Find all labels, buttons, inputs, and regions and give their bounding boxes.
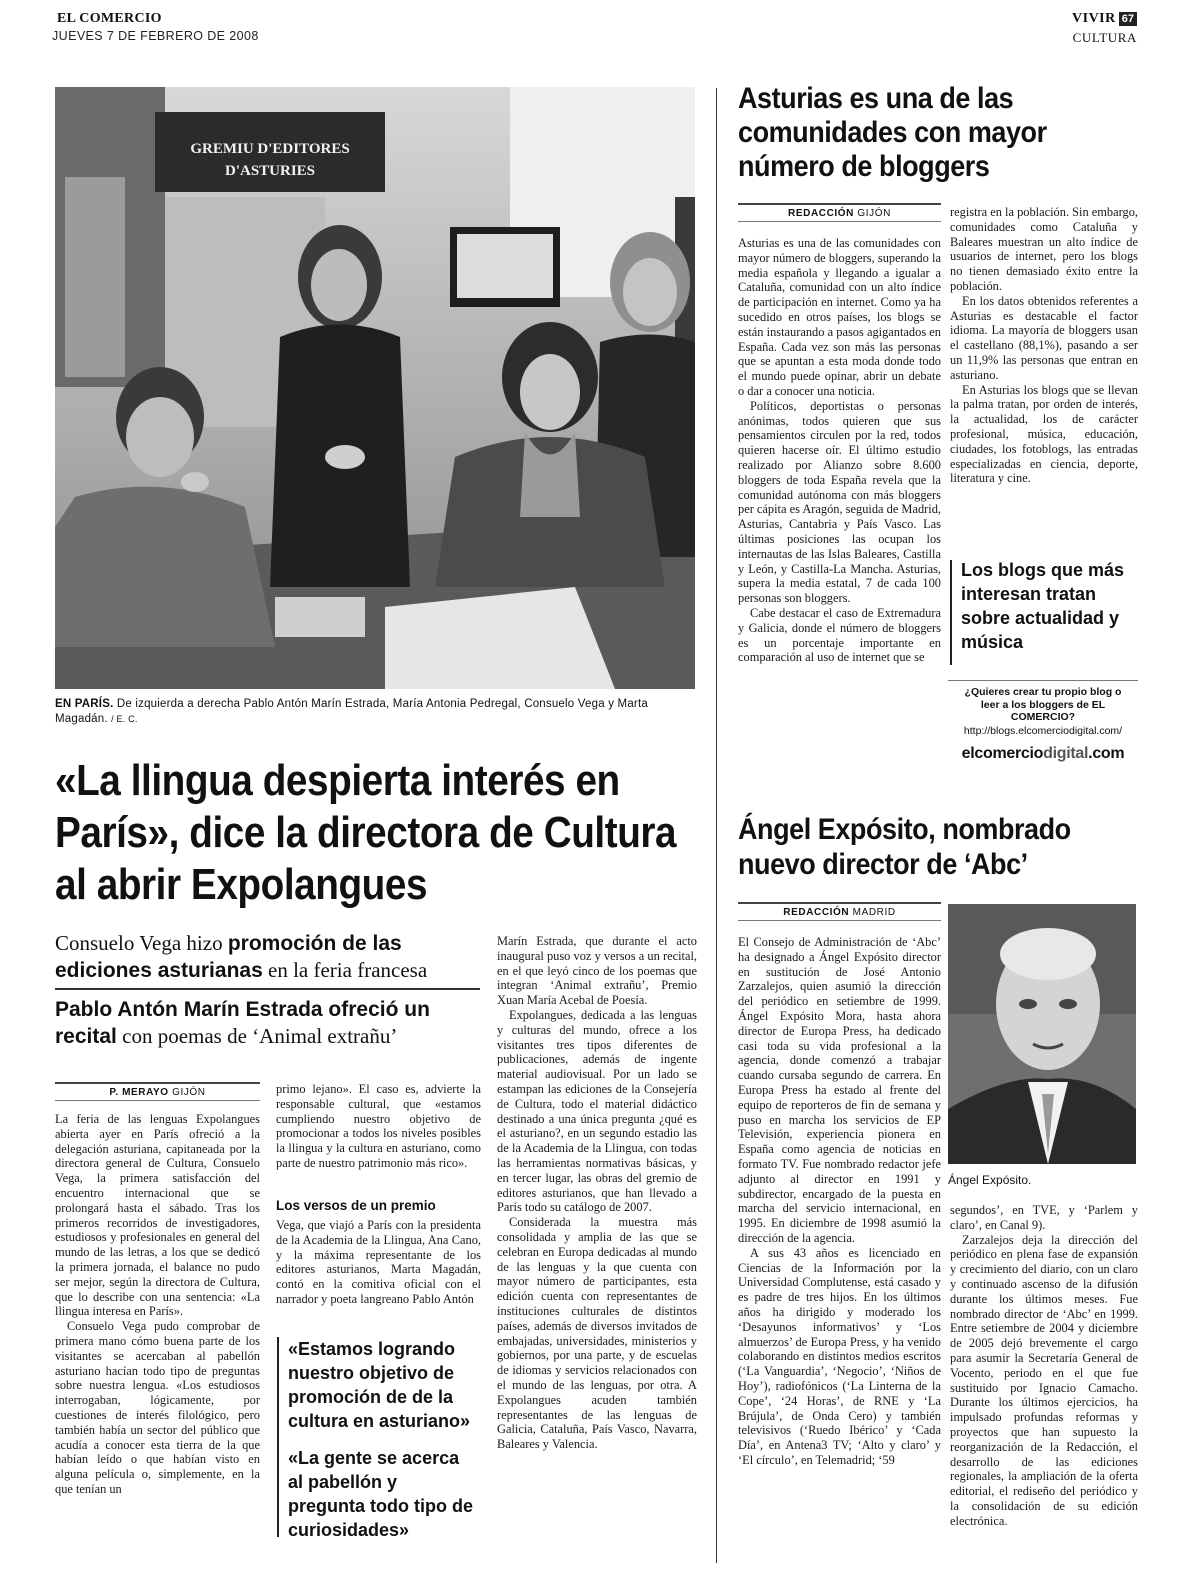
promo-question: ¿Quieres crear tu propio blog o leer a los bloggers de EL COMERCIO? bbox=[964, 686, 1122, 723]
issue-date: JUEVES 7 DE FEBRERO DE 2008 bbox=[52, 29, 259, 43]
main-subhead-versos: Los versos de un premio bbox=[276, 1198, 436, 1213]
logo-part2: digital bbox=[1043, 744, 1089, 762]
sign-text-line1: GREMIU D'EDITORES bbox=[190, 141, 350, 157]
bloggers-col2-p2: En los datos obtenidos referentes a Asturias es destacable el factor idioma. La mayoría de bloggers usan el castellano (88,1%), pasando a ser un 11,9% las personas que entran en asturiano. bbox=[950, 293, 1138, 382]
pull-quote-1: «Estamos logrando nuestro objetivo de promoción de de la cultura en asturiano» bbox=[288, 1339, 471, 1431]
bloggers-pull-bar bbox=[950, 560, 952, 665]
bloggers-col1-p3: Cabe destacar el caso de Extremadura y Galicia, donde el número de bloggers es un porcentaje importante en comparación al uso de internet que se bbox=[738, 605, 941, 665]
subhead-2a: Pablo Antón Marín Estrada ofreció un recital bbox=[55, 998, 430, 1048]
byline-bloggers bbox=[738, 203, 941, 222]
paper-name: EL COMERCIO bbox=[57, 11, 162, 26]
caption-lead: EN PARÍS. bbox=[55, 698, 114, 710]
abc-byline-author: REDACCIÓN bbox=[783, 907, 850, 918]
portrait-angel-exposito bbox=[948, 904, 1136, 1164]
main-col-1 bbox=[55, 1112, 260, 1567]
main-col-2b bbox=[276, 1218, 481, 1307]
caption-credit: / E. C. bbox=[111, 714, 138, 724]
bloggers-pull-quote: Los blogs que más interesan tratan sobre actualidad y música bbox=[961, 560, 1125, 652]
logo-part1: elcomercio bbox=[961, 744, 1044, 762]
subhead-1c: en la feria francesa bbox=[262, 958, 428, 982]
subhead-2b: con poemas de ‘Animal extrañu’ bbox=[116, 1024, 398, 1048]
expositio-caption: Ángel Expósito. bbox=[948, 1173, 1032, 1187]
promo-url[interactable]: http://blogs.elcomerciodigital.com/ bbox=[963, 724, 1123, 737]
sign-text-line2: D'ASTURIES bbox=[224, 163, 316, 179]
main-col2-p2: Vega, que viajó a París con la presidenta de la Academia de la Llingua, Ana Cano, y la máxima representante de los editores asturianos, Marta Magadán, contó en la comitiva oficial con el narrador y poeta langreano Pablo Antón bbox=[276, 1218, 481, 1306]
abc-col1-p1: El Consejo de Administración de ‘Abc’ ha designado a Ángel Expósito director en sustitución de José Antonio Zarzalejos, quien asumió la dirección del periódico en setiembre de 1999. Ángel Expósito Mora, hasta ahora director de Europa Press, ha dedicado casi toda su vida profesional a la agencia, donde comenzó a trabajar cuando cursaba segundo de carrera. En Europa Press ha estado al frente del equipo de reporteros de fin de semana y puso en marcha los servicios de EP Televisión, experiencia pionera en España como agencia de noticias en formato TV. Fue nombrado redactor jefe adjunto al director en 1991 y subdirector, encargado de la puesta en marcha del servicio internacional, en 1995. En diciembre de 1998 asumió la dirección de la agencia. bbox=[738, 935, 941, 1245]
abc-col-1 bbox=[738, 935, 941, 1565]
subhead-1a: Consuelo Vega hizo bbox=[55, 931, 228, 955]
abc-headline: Ángel Expósito, nombrado nuevo director de ‘Abc’ bbox=[738, 813, 1071, 881]
page-number: 67 bbox=[1119, 12, 1137, 26]
abc-col2-p2: Zarzalejos deja la dirección del periódico en plena fase de expansión y crecimiento del diario, con un claro y continuado ascenso de la difusión durante los últimos meses. Fue nombrado director de ‘Abc’ en 1999. Entre setiembre de 2004 y diciembre de 2005 dejó brevemente el cargo para asumir la Secretaría General de Vocento, periodo en el que fue sustituido por Ignacio Camacho. Durante los últimos ejercicios, ha impulsado profundas reformas y proyectos que han supuesto la reorganización de la Redacción, el desarrollo de las ediciones regionales, la ampliación de la oferta editorial, el rediseño del periódico y la consolidación de su edición electrónica. bbox=[950, 1232, 1138, 1528]
logo-part3: .com bbox=[1088, 744, 1125, 762]
main-col2-p1: primo lejano». El caso es, advierte la responsable cultural, que «estamos cumpliendo nuestro objetivo de promocionar a todos los niveles posibles la llingua y la cultura en asturiano, como parte de nuestro patrimonio más rico». bbox=[276, 1082, 481, 1170]
main-col1-p1: La feria de las lenguas Expolangues abierta ayer en París ofreció a la delegación asturiana, capitaneada por la directora general de Cultura, Consuelo Vega, la primera satisfacción del encuentro internacional que se prolongará hasta el sábado. Tras los primeros recorridos de investigadores, estudiosos y profesionales en general del mundo de las letras, a los que se dedicó la primera jornada, el balance no pudo ser mejor, según la directora de Cultura, que lo describe con una sentencia: «La llingua interesa en París». bbox=[55, 1112, 260, 1319]
abc-col1-p2: A sus 43 años es licenciado en Ciencias de la Información por la Universidad Complutense, está casado y es padre de tres hijos. En los últimos años ha dirigido y moderado los ‘Desayunos informativos’ y ‘Los almuerzos’ de Europa Press, y ha venido colaborando en distintos medios escritos (‘La Vanguardia’, ‘Negocio’, ‘Niños de Hoy’), radiofónicos (‘La Linterna de la Cope’, ‘24 Horas’, de RNE y ‘La Brújula’, de Onda Cero) y también televisivos (‘Ruedo Ibérico’ y ‘Cada Día’, en Antena3 TV; ‘Alto y claro’ y ‘El círculo’, en Telemadrid; ‘59 bbox=[738, 1245, 941, 1467]
bloggers-col2-p1: registra en la población. Sin embargo, comunidades como Cataluña y Baleares muestran un alto índice de usuarios de internet, pero los blogs no tienen demasiado éxito entre la población. bbox=[950, 205, 1138, 293]
main-col1-p2: Consuelo Vega pudo comprobar de primera mano cómo buena parte de los visitantes se acercaban al pabellón asturiano hacían todo tipo de preguntas sobre nuestra lengua. «Los estudiosos interrogaban, lógicamente, por cuestiones de interés filológico, pero también había un sector del público que acudía a conocer esta tierra de la que habían leído o que habían visto en alguna película o, simplemente, en la que tenían un bbox=[55, 1319, 260, 1496]
abc-col-2 bbox=[950, 1203, 1138, 1529]
subhead-2 bbox=[55, 996, 485, 1050]
byline-abc bbox=[738, 902, 941, 921]
elcomerciodigital-logo bbox=[948, 745, 1138, 763]
main-headline: «La llingua despierta interés en París», dice la directora de Cultura al abrir Expolangues bbox=[55, 756, 677, 909]
main-col3-p2: Expolangues, dedicada a las lenguas y culturas del mundo, ofrece a los visitantes tres tipos diferentes de publicaciones, además de ingente material audiovisual. Por un lado se estampan las ediciones de la Consejería de Cultura, todo el material didáctico destinado a una única pregunta ¿qué es el asturiano?, en un segundo estadio las de la Academia de la Llingua, con todas las herramientas normativas básicas, y en tercer lugar, las obras del gremio de editores asturianos, que han llevado a París todo su catálogo de 2007. bbox=[497, 1007, 697, 1215]
bloggers-col2-p3: En Asturias los blogs que se llevan la palma tratan, por orden de interés, la actualidad, los de carácter profesional, música, educación, ciudades, los fotoblogs, las entradas especializadas en ciencia, deporte, literatura y cine. bbox=[950, 382, 1138, 486]
main-col-3 bbox=[497, 934, 697, 1564]
subhead-1b: promoción de las ediciones asturianas bbox=[55, 932, 402, 982]
subhead-separator bbox=[55, 988, 480, 990]
blog-promo bbox=[948, 680, 1138, 776]
abc-byline-place: MADRID bbox=[852, 907, 896, 918]
abc-col2-p1: segundos’, en TVE, y ‘Parlem y claro’, en Canal 9). bbox=[950, 1203, 1138, 1232]
section-label bbox=[1072, 11, 1137, 27]
bloggers-headline: Asturias es una de las comunidades con mayor número de bloggers bbox=[738, 82, 1047, 183]
main-photo bbox=[55, 87, 695, 689]
bloggers-col1-p1: Asturias es una de las comunidades con mayor número de bloggers, superando la media española y llegando a igualar a Cataluña, comunidad con un alto índice de participación en internet. Como ya ha sucedido en otros países, los blogs se están instaurando a pasos agigantados en España. Cada vez son más las personas que se apuntan a esta moda donde todo el mundo puede opinar, abrir un debate o dar a conocer una noticia. bbox=[738, 236, 941, 398]
subhead-1 bbox=[55, 930, 485, 984]
photo-caption bbox=[55, 697, 697, 727]
bloggers-col-1 bbox=[738, 236, 941, 771]
subsection-label: CULTURA bbox=[1072, 30, 1137, 45]
column-rule bbox=[716, 88, 717, 1563]
bloggers-byline-author: REDACCIÓN bbox=[788, 208, 854, 219]
bloggers-col1-p2: Políticos, deportistas o personas anónimas, todos quieren que sus pensamientos circulen por la red, todos quieren hacerse oír. El último estudio realizado por Alianzo sobre 8.600 bloggers de toda España revela que la comunidad autónoma con más bloggers per cápita es Aragón, seguida de Madrid, Asturias, Cantabria y País Vasco. Las últimas posiciones las ocupan los internautas de las Islas Baleares, Castilla y León, y Castilla-La Mancha. Asturias, supera la media estatal, 7 de cada 100 personas son bloggers. bbox=[738, 398, 941, 606]
main-col-2 bbox=[276, 1082, 481, 1171]
photo-editors-booth bbox=[55, 87, 695, 689]
expositio-photo bbox=[948, 904, 1136, 1164]
byline-main bbox=[55, 1082, 260, 1101]
byline-author: P. MERAYO bbox=[109, 1087, 169, 1098]
byline-place: GIJÓN bbox=[172, 1087, 206, 1098]
main-col3-p3: Considerada la muestra más consolidada y amplia de las que se celebran en Europa dedicadas al mundo de las lenguas y la que cuenta con mayor número de participantes, esta edición cuenta con representantes de instituciones culturales de distintos países, además de diversos invitados de embajadas, universidades, ministerios y gobiernos, por una parte, y de escuelas de idiomas y servicios relacionados con el mundo de las lenguas, por otra. A Expolangues acuden también representantes de las lenguas de Galicia, Cataluña, País Vasco, Navarra, Baleares y Valencia. bbox=[497, 1215, 697, 1452]
caption-text: De izquierda a derecha Pablo Antón Marín Estrada, María Antonia Pedregal, Consuelo Vega y Marta Magadán. bbox=[55, 698, 648, 725]
bloggers-byline-place: GIJÓN bbox=[857, 208, 891, 219]
pull-quote-bar bbox=[277, 1337, 279, 1537]
section-name: VIVIR bbox=[1072, 11, 1116, 26]
main-col3-p1: Marín Estrada, que durante el acto inaugural puso voz y versos a un recital, en el que leyó cinco de los poemas que integran ‘Animal extrañu’, Premio Xuan María Acebal de Poesía. bbox=[497, 934, 697, 1008]
pull-quote-2: «La gente se acerca al pabellón y pregunta todo tipo de curiosidades» bbox=[288, 1448, 473, 1540]
bloggers-col-2 bbox=[950, 205, 1138, 486]
